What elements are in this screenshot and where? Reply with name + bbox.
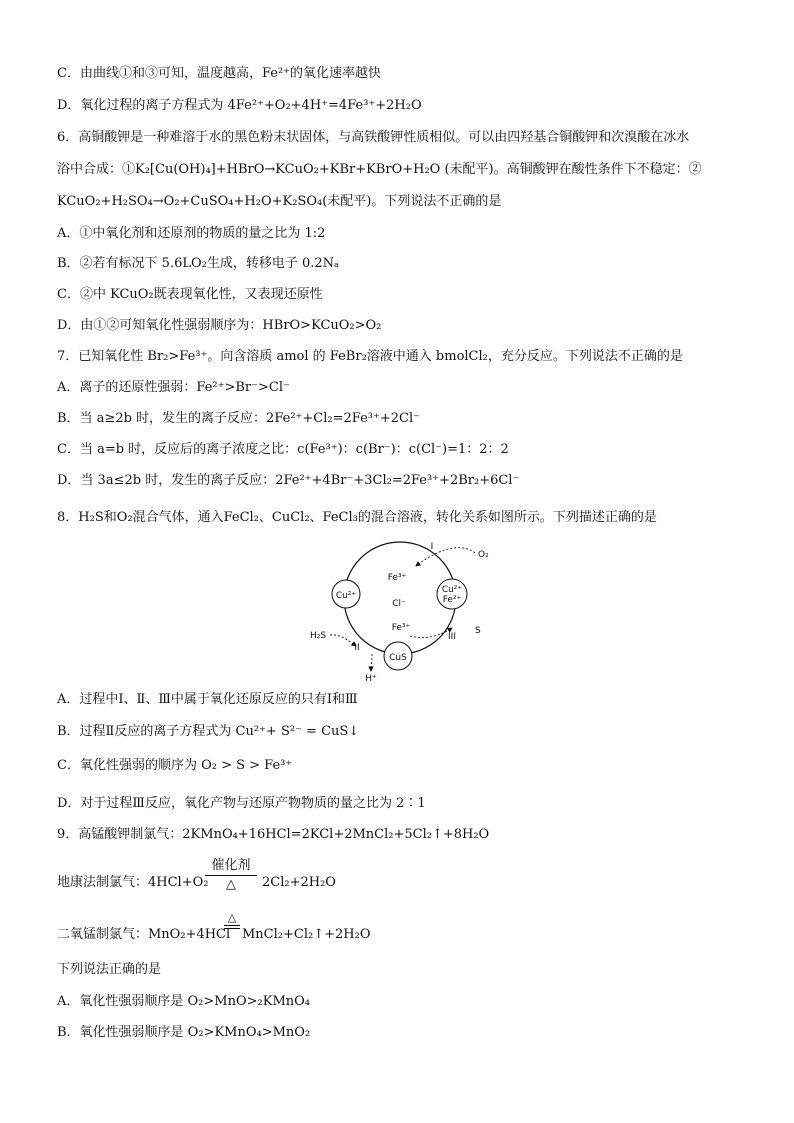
roman-2-label: II [354, 643, 360, 653]
cus-label: CuS [389, 653, 407, 663]
q6-option-b: B．②若有标况下 5.6LO₂生成，转移电子 0.2Nₐ [57, 256, 340, 271]
equals-double-bar [224, 925, 240, 929]
q8-option-a: A．过程中Ⅰ、Ⅱ、Ⅲ中属于氧化还原反应的只有Ⅰ和Ⅲ [57, 692, 358, 707]
q7-option-d: D．当 3a≤2b 时，发生的离子反应：2Fe²⁺+4Br⁻+3Cl₂=2Fe³⁺+2Br₂+6Cl⁻ [57, 473, 520, 488]
cl-label: Cl⁻ [392, 599, 406, 609]
q6-stem-line1: 6．高铜酸钾是一种难溶于水的黑色粉末状固体，与高铁酸钾性质相似。可以由四羟基合铜酸钾和次溴酸在冰水 [57, 130, 690, 145]
q9-deacon-left: 地康法制氯气：4HCl+O₂ [57, 875, 209, 890]
q5-option-c: C．由曲线①和③可知，温度越高，Fe²⁺的氧化速率越快 [57, 66, 382, 81]
h-plus-arrow [371, 654, 372, 671]
cu2-label: Cu²⁺ [335, 591, 357, 601]
q6-option-c: C．②中 KCuO₂既表现氧化性，又表现还原性 [57, 287, 323, 302]
catalyst-label: 催化剂 [211, 858, 251, 873]
fe3-center-label: Fe³⁺ [387, 573, 407, 583]
s-label: S [475, 626, 481, 636]
q9-option-b: B．氧化性强弱顺序是 O₂>KMnO₄>MnO₂ [57, 1025, 311, 1040]
q8-option-b: B．过程Ⅱ反应的离子方程式为 Cu²⁺+ S²⁻ = CuS↓ [57, 724, 360, 739]
q6-option-a: A．①中氧化剂和还原剂的物质的量之比为 1:2 [57, 226, 326, 241]
conversion-cycle-diagram [300, 536, 500, 686]
q9-option-a: A．氧化性强弱顺序是 O₂>MnO>₂KMnO₄ [57, 994, 310, 1009]
q9-stem: 9．高锰酸钾制氯气：2KMnO₄+16HCl=2KCl+2MnCl₂+5Cl₂↑+8H₂O [57, 827, 490, 842]
q6-stem-line2: 浴中合成：①K₂[Cu(OH)₄]+HBrO→KCuO₂+KBr+KBrO+H₂O (未配平)。高铜酸钾在酸性条件下不稳定：② [57, 162, 702, 177]
q6-option-d: D．由①②可知氧化性强弱顺序为：HBrO>KCuO₂>O₂ [57, 318, 382, 333]
h-plus-label: H⁺ [365, 674, 377, 684]
q9-mno2-left: 二氧锰制氯气：MnO₂+4HCl [57, 927, 231, 942]
q7-stem: 7．已知氧化性 Br₂>Fe³⁺。向含溶质 amol 的 FeBr₂溶液中通入 bmolCl₂，充分反应。下列说法不正确的是 [57, 349, 683, 364]
q6-stem-line3: KCuO₂+H₂SO₄→O₂+CuSO₄+H₂O+K₂SO₄(未配平)。下列说法不正确的是 [57, 194, 502, 209]
o2-label: O₂ [478, 550, 489, 560]
q8-option-c: C．氧化性强弱的顺序为 O₂ > S > Fe³⁺ [57, 758, 293, 773]
h2s-arrow [330, 635, 356, 646]
cu2-fe2-label-bottom: Fe²⁺ [442, 595, 462, 605]
q7-option-c: C．当 a=b 时，反应后的离子浓度之比：c(Fe³⁺)：c(Br⁻)：c(Cl⁻)=1：2：2 [57, 442, 509, 457]
q8-stem: 8．H₂S和O₂混合气体，通入FeCl₂、CuCl₂、FeCl₃的混合溶液，转化关系如图所示。下列描述正确的是 [57, 510, 657, 525]
roman-1-label: I [430, 542, 434, 552]
q7-option-a: A．离子的还原性强弱：Fe²⁺>Br⁻>Cl⁻ [57, 380, 290, 395]
q9-deacon-condition [205, 858, 257, 893]
equals-bar [205, 875, 257, 876]
o2-arrow [416, 548, 475, 566]
heat-symbol: △ [226, 877, 236, 892]
q8-option-d: D．对于过程Ⅲ反应，氧化产物与还原产物物质的量之比为 2∶1 [57, 796, 426, 811]
fe3-bottom-label: Fe³⁺ [391, 623, 411, 633]
q7-option-b: B．当 a≥2b 时，发生的离子反应：2Fe²⁺+Cl₂=2Fe³⁺+2Cl⁻ [57, 411, 420, 426]
q5-option-d: D．氧化过程的离子方程式为 4Fe²⁺+O₂+4H⁺=4Fe³⁺+2H₂O [57, 98, 422, 113]
q9-mno2-right: MnCl₂+Cl₂↑+2H₂O [242, 927, 371, 942]
h2s-label: H₂S [310, 631, 327, 641]
q9-deacon-right: 2Cl₂+2H₂O [262, 875, 336, 890]
roman-3-label: III [448, 632, 456, 642]
q9-mno2-condition [224, 912, 240, 929]
cu2-fe2-label-top: Cu²⁺ [441, 585, 463, 595]
heat-symbol-2: △ [227, 911, 237, 924]
q9-prompt: 下列说法正确的是 [57, 962, 162, 977]
